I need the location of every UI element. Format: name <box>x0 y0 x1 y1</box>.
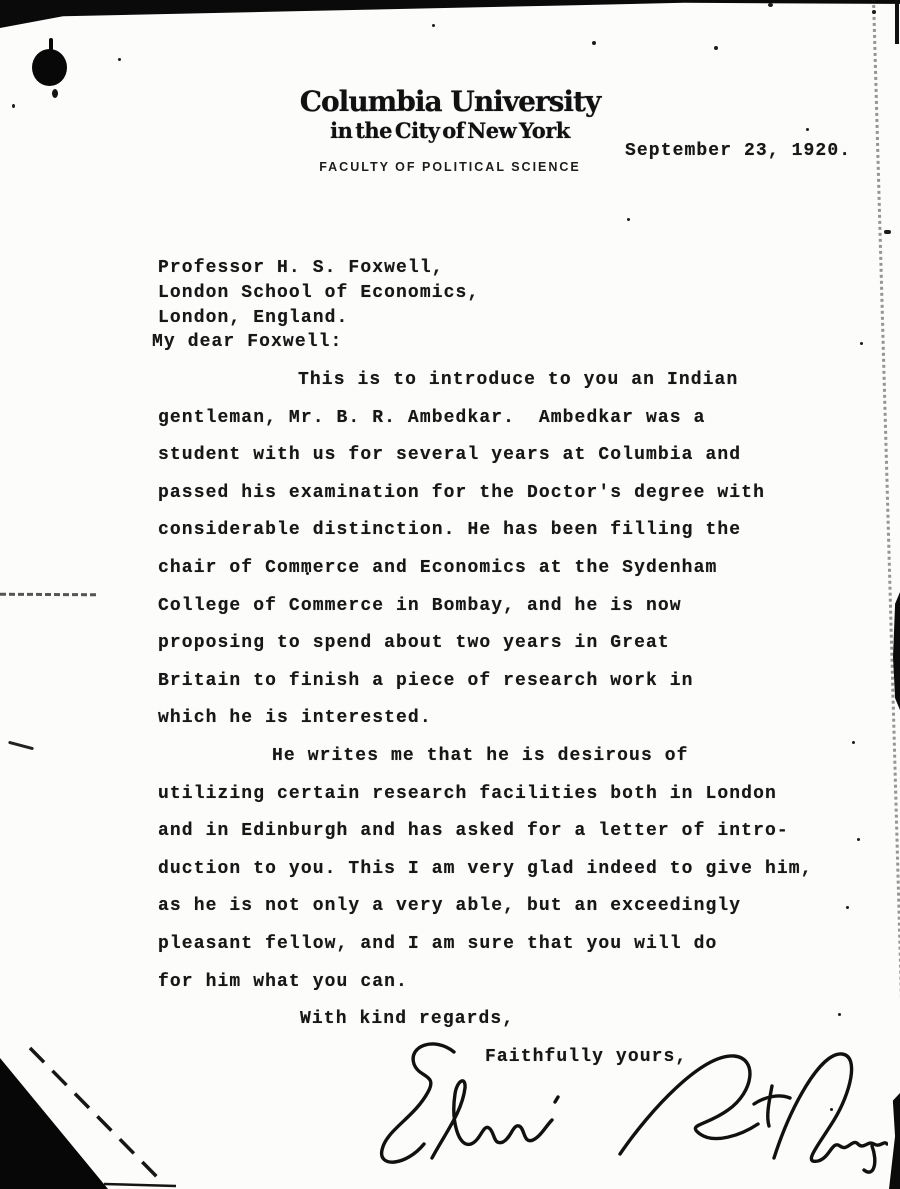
salutation: My dear Foxwell: <box>152 332 343 352</box>
dust-speck <box>860 342 863 345</box>
recipient-address-block <box>158 256 479 331</box>
typed-line: duction to you. This I am very glad indeed to give him, <box>158 858 813 879</box>
closing-regards: With kind regards, <box>300 1009 515 1030</box>
closing-valediction: Faithfully yours, <box>485 1046 688 1067</box>
dust-speck <box>768 3 773 7</box>
recipient-institution: London School of Economics, <box>158 283 480 303</box>
typed-line: He writes me that he is desirous of <box>272 745 689 766</box>
typed-line: considerable distinction. He has been filling the <box>158 520 742 541</box>
ink-blot <box>32 49 67 86</box>
typed-line: gentleman, Mr. B. R. Ambedkar. Ambedkar was a <box>158 407 706 428</box>
dust-speck <box>872 10 876 14</box>
typed-line: proposing to spend about two years in Great <box>158 633 670 654</box>
recipient-city: London, England. <box>158 308 349 328</box>
recipient-name: Professor H. S. Foxwell, <box>158 258 444 278</box>
bottom-right-edge-sliver <box>889 1093 900 1189</box>
scan-top-right-tick-artifact <box>895 0 899 44</box>
institution-name-line1: Columbia University <box>299 85 601 118</box>
bottom-left-corner-fold <box>0 1044 180 1189</box>
typed-line: College of Commerce in Bombay, and he is now <box>158 595 682 616</box>
typed-line: utilizing certain research facilities both in London <box>158 783 777 804</box>
dust-speck <box>627 218 630 221</box>
typed-line: as he is not only a very able, but an exceedingly <box>158 896 742 917</box>
dust-speck <box>432 24 435 27</box>
left-crease-line <box>0 593 96 597</box>
dust-speck <box>884 230 891 234</box>
typed-line: Britain to finish a piece of research work in <box>158 670 694 691</box>
typed-line: This is to introduce to you an Indian <box>298 370 739 390</box>
scan-top-edge-artifact <box>0 0 900 28</box>
institution-name-line2: in the City of New York <box>330 118 570 143</box>
ink-blot-drip <box>52 89 58 98</box>
dust-speck <box>118 58 121 61</box>
typed-line: pleasant fellow, and I am sure that you will do <box>158 933 718 954</box>
typed-line: chair of Commerce and Economics at the Sydenham <box>158 557 718 578</box>
letterhead <box>250 86 650 174</box>
typed-line: student with us for several years at Columbia and <box>158 445 742 466</box>
typed-line: which he is interested. <box>158 708 432 729</box>
letter-body <box>158 362 878 1076</box>
typed-line: for him what you can. <box>158 971 408 992</box>
typed-line: and in Edinburgh and has asked for a letter of intro- <box>158 821 789 842</box>
dust-speck <box>806 128 809 131</box>
department-name: FACULTY OF POLITICAL SCIENCE <box>319 160 581 174</box>
dust-speck <box>714 46 718 50</box>
dust-speck <box>12 104 15 108</box>
date-line: September 23, 1920. <box>625 141 852 161</box>
dust-speck <box>592 41 596 45</box>
signature-script <box>368 1040 888 1189</box>
left-edge-mark <box>8 741 34 751</box>
typed-line: passed his examination for the Doctor's degree with <box>158 482 765 503</box>
